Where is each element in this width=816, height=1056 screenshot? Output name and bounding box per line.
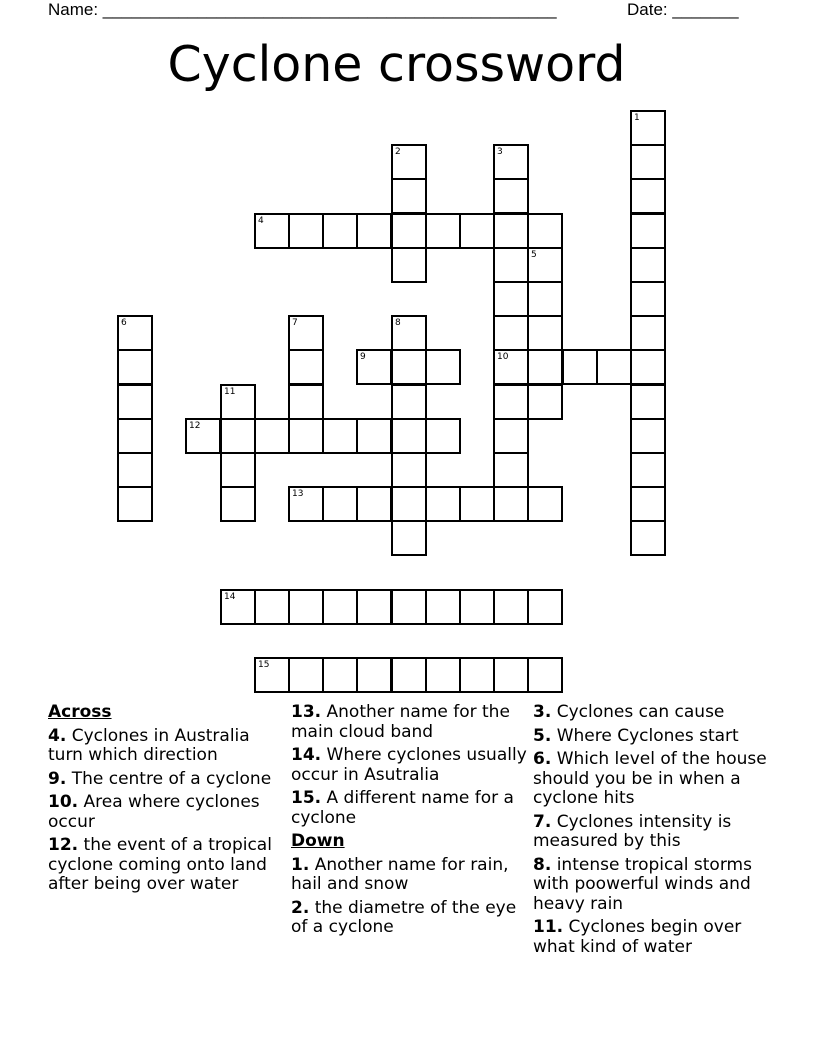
grid-cell[interactable] xyxy=(391,418,427,454)
clue-item xyxy=(533,727,771,747)
grid-cell[interactable] xyxy=(630,110,666,146)
grid-cell[interactable] xyxy=(391,315,427,351)
clue-num: 9. xyxy=(48,768,67,789)
grid-cell[interactable] xyxy=(630,281,666,317)
down-heading: Down xyxy=(291,831,345,851)
name-field-label: Name: ________________________________________________ xyxy=(48,0,557,19)
clue-num: 11. xyxy=(533,917,564,937)
clue-text: Where cyclones usually occur in Asutralia xyxy=(291,745,527,785)
grid-cell[interactable] xyxy=(527,315,563,351)
grid-cell[interactable] xyxy=(630,384,666,420)
grid-cell[interactable] xyxy=(527,349,563,385)
grid-cell[interactable] xyxy=(288,213,324,249)
grid-cell[interactable] xyxy=(493,384,529,420)
grid-cell[interactable] xyxy=(630,486,666,522)
clue-text: Area where cyclones occur xyxy=(48,792,260,832)
grid-cell[interactable] xyxy=(322,418,358,454)
clue-text: intense tropical storms with poowerful winds and heavy rain xyxy=(533,854,752,914)
clue-number: 8 xyxy=(395,318,401,328)
clue-item xyxy=(291,789,529,828)
clue-text: the event of a tropical cyclone coming onto land after being over water xyxy=(48,835,272,894)
clue-text: Cyclones in Australia turn which direction xyxy=(48,725,250,765)
grid-cell[interactable] xyxy=(117,384,153,420)
grid-cell[interactable] xyxy=(425,349,461,385)
grid-cell[interactable] xyxy=(356,657,392,693)
grid-cell[interactable] xyxy=(117,486,153,522)
clue-text: Cyclones can cause xyxy=(551,702,725,722)
clue-item xyxy=(533,750,771,809)
grid-cell[interactable] xyxy=(493,213,529,249)
grid-cell[interactable] xyxy=(630,520,666,556)
grid-cell[interactable] xyxy=(391,589,427,625)
clue-text: Where Cyclones start xyxy=(551,725,739,746)
grid-cell[interactable] xyxy=(562,349,598,385)
grid-cell[interactable] xyxy=(117,349,153,385)
grid-cell[interactable] xyxy=(527,247,563,283)
clue-item xyxy=(291,856,529,895)
grid-cell[interactable] xyxy=(356,486,392,522)
grid-cell[interactable] xyxy=(288,486,324,522)
clue-num: 14. xyxy=(291,745,322,765)
grid-cell[interactable] xyxy=(391,657,427,693)
grid-cell[interactable] xyxy=(493,452,529,488)
clues-column-2 xyxy=(291,703,529,942)
clue-text: A different name for a cyclone xyxy=(291,788,514,828)
grid-cell[interactable] xyxy=(322,486,358,522)
clue-number: 7 xyxy=(292,318,298,328)
grid-cell[interactable] xyxy=(356,418,392,454)
grid-cell[interactable] xyxy=(288,589,324,625)
grid-cell[interactable] xyxy=(459,657,495,693)
clue-number: 10 xyxy=(497,352,509,362)
grid-cell[interactable] xyxy=(254,657,290,693)
grid-cell[interactable] xyxy=(288,657,324,693)
clue-number: 9 xyxy=(360,352,366,362)
clue-text: Which level of the house should you be in when a cyclone hits xyxy=(533,749,767,808)
grid-cell[interactable] xyxy=(459,213,495,249)
clue-item xyxy=(291,899,529,938)
grid-cell[interactable] xyxy=(493,589,529,625)
clue-item xyxy=(533,856,771,915)
grid-cell[interactable] xyxy=(220,418,256,454)
clues-column-1 xyxy=(48,703,286,899)
grid-cell[interactable] xyxy=(391,247,427,283)
clue-item xyxy=(48,836,286,895)
grid-cell[interactable] xyxy=(254,213,290,249)
grid-cell[interactable] xyxy=(596,349,632,385)
grid-cell[interactable] xyxy=(254,589,290,625)
grid-cell[interactable] xyxy=(322,657,358,693)
grid-cell[interactable] xyxy=(322,213,358,249)
clue-item xyxy=(533,813,771,852)
grid-cell[interactable] xyxy=(288,315,324,351)
grid-cell[interactable] xyxy=(493,247,529,283)
clue-item xyxy=(291,703,529,742)
grid-cell[interactable] xyxy=(391,144,427,180)
clue-item xyxy=(533,703,771,723)
clue-number: 3 xyxy=(497,147,503,157)
clue-num: 15. xyxy=(291,788,322,808)
clue-num: 13. xyxy=(291,702,322,722)
grid-cell[interactable] xyxy=(630,213,666,249)
clue-num: 6. xyxy=(533,749,552,769)
grid-cell[interactable] xyxy=(356,349,392,385)
grid-cell[interactable] xyxy=(630,315,666,351)
grid-cell[interactable] xyxy=(356,589,392,625)
clue-text: Another name for rain, hail and snow xyxy=(291,854,509,894)
grid-cell[interactable] xyxy=(459,486,495,522)
clue-text: Cyclones begin over what kind of water xyxy=(533,917,742,957)
grid-cell[interactable] xyxy=(425,486,461,522)
grid-cell[interactable] xyxy=(391,384,427,420)
clue-item xyxy=(48,727,286,766)
clues-column-3 xyxy=(533,703,771,961)
grid-cell[interactable] xyxy=(459,589,495,625)
page-title: Cyclone crossword xyxy=(167,36,626,93)
grid-cell[interactable] xyxy=(493,315,529,351)
across-heading: Across xyxy=(48,702,112,722)
grid-cell[interactable] xyxy=(493,657,529,693)
grid-cell[interactable] xyxy=(220,589,256,625)
grid-cell[interactable] xyxy=(425,213,461,249)
grid-cell[interactable] xyxy=(630,349,666,385)
grid-cell[interactable] xyxy=(527,384,563,420)
clue-text: the diametre of the eye of a cyclone xyxy=(291,897,517,937)
clue-text: Another name for the main cloud band xyxy=(291,702,510,742)
grid-cell[interactable] xyxy=(117,418,153,454)
grid-cell[interactable] xyxy=(220,452,256,488)
grid-cell[interactable] xyxy=(630,247,666,283)
clue-number: 11 xyxy=(224,387,236,397)
clue-number: 1 xyxy=(634,113,640,123)
clue-item xyxy=(48,770,286,790)
grid-cell[interactable] xyxy=(527,281,563,317)
grid-cell[interactable] xyxy=(425,418,461,454)
grid-cell[interactable] xyxy=(391,486,427,522)
clue-number: 15 xyxy=(258,660,270,670)
clue-text: Cyclones intensity is measured by this xyxy=(533,811,732,851)
clue-number: 13 xyxy=(292,489,304,499)
grid-cell[interactable] xyxy=(527,486,563,522)
clue-num: 12. xyxy=(48,835,79,855)
grid-cell[interactable] xyxy=(391,349,427,385)
clue-number: 5 xyxy=(531,250,537,260)
grid-cell[interactable] xyxy=(288,349,324,385)
clue-num: 2. xyxy=(291,897,310,918)
clue-number: 4 xyxy=(258,216,264,226)
grid-cell[interactable] xyxy=(630,178,666,214)
clue-num: 4. xyxy=(48,725,67,746)
grid-cell[interactable] xyxy=(254,418,290,454)
grid-cell[interactable] xyxy=(493,281,529,317)
clue-text: The centre of a cyclone xyxy=(66,768,272,789)
clue-number: 12 xyxy=(189,421,201,431)
clue-item xyxy=(48,793,286,832)
grid-cell[interactable] xyxy=(425,657,461,693)
grid-cell[interactable] xyxy=(493,486,529,522)
grid-cell[interactable] xyxy=(117,452,153,488)
clue-num: 8. xyxy=(533,854,552,875)
grid-cell[interactable] xyxy=(527,589,563,625)
grid-cell[interactable] xyxy=(220,486,256,522)
date-field-label: Date: _______ xyxy=(627,0,739,19)
grid-cell[interactable] xyxy=(630,144,666,180)
grid-cell[interactable] xyxy=(391,178,427,214)
grid-cell[interactable] xyxy=(356,213,392,249)
grid-cell[interactable] xyxy=(630,418,666,454)
grid-cell[interactable] xyxy=(630,452,666,488)
clue-item xyxy=(291,746,529,785)
grid-cell[interactable] xyxy=(185,418,221,454)
clue-number: 14 xyxy=(224,592,236,602)
clue-number: 2 xyxy=(395,147,401,157)
grid-cell[interactable] xyxy=(220,384,256,420)
grid-cell[interactable] xyxy=(493,178,529,214)
grid-cell[interactable] xyxy=(391,452,427,488)
grid-cell[interactable] xyxy=(493,144,529,180)
grid-cell[interactable] xyxy=(322,589,358,625)
grid-cell[interactable] xyxy=(391,213,427,249)
clue-num: 5. xyxy=(533,725,552,746)
grid-cell[interactable] xyxy=(527,213,563,249)
grid-cell[interactable] xyxy=(493,418,529,454)
grid-cell[interactable] xyxy=(288,418,324,454)
clue-number: 6 xyxy=(121,318,127,328)
clue-num: 1. xyxy=(291,854,310,875)
clue-item xyxy=(533,918,771,957)
grid-cell[interactable] xyxy=(391,520,427,556)
grid-cell[interactable] xyxy=(288,384,324,420)
clue-num: 10. xyxy=(48,792,79,812)
grid-cell[interactable] xyxy=(117,315,153,351)
clue-num: 3. xyxy=(533,702,552,722)
grid-cell[interactable] xyxy=(527,657,563,693)
grid-cell[interactable] xyxy=(425,589,461,625)
grid-cell[interactable] xyxy=(493,349,529,385)
clue-num: 7. xyxy=(533,811,552,832)
